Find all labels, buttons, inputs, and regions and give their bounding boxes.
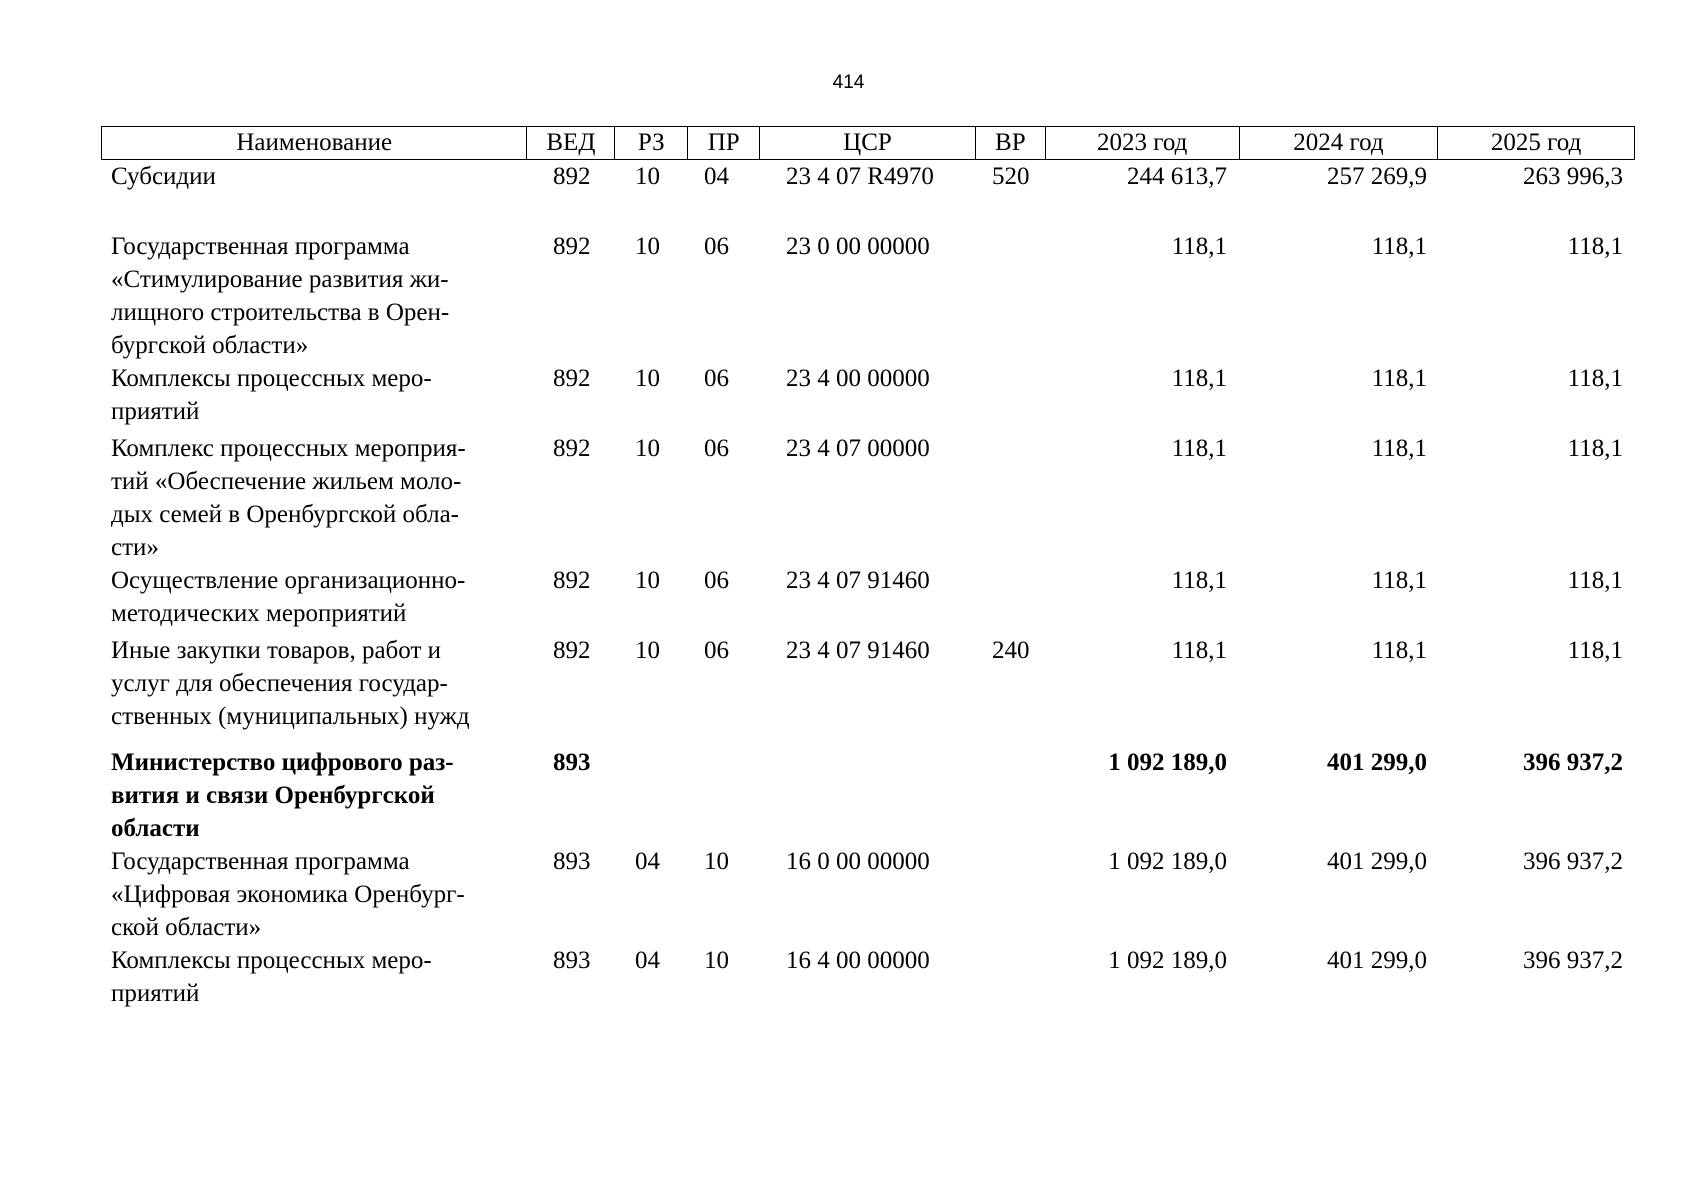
- ved-cell: 892: [553, 365, 591, 392]
- table-row: [101, 432, 1635, 564]
- value-2024-cell: 118,1: [1371, 567, 1427, 594]
- value-2023-cell: 1 092 189,0: [1108, 947, 1227, 974]
- table-row: [101, 230, 1635, 362]
- value-2024-cell: 401 299,0: [1327, 749, 1427, 776]
- csr-cell: [760, 746, 976, 845]
- ved-cell: 892: [553, 637, 591, 664]
- value-2023-cell: 118,1: [1171, 567, 1227, 594]
- name-line: бургской области»: [111, 332, 309, 359]
- csr-cell: 23 4 07 91460: [786, 567, 930, 594]
- vr-cell: [976, 230, 1046, 362]
- value-2023-cell: 244 613,7: [1127, 163, 1227, 190]
- name-line: Иные закупки товаров, работ и: [111, 637, 442, 664]
- name-line: сти»: [111, 534, 159, 561]
- vr-cell: [976, 944, 1046, 1010]
- name-line: приятий: [111, 980, 200, 1007]
- ved-cell: 892: [553, 233, 591, 260]
- table-header: [101, 126, 1635, 160]
- rz-cell: 10: [635, 567, 660, 594]
- name-line: области: [111, 815, 200, 842]
- ved-cell: 892: [553, 163, 591, 190]
- name-line: «Стимулирование развития жи-: [111, 266, 449, 293]
- name-line: Комплексы процессных меро-: [111, 365, 432, 392]
- ved-cell: 892: [553, 567, 591, 594]
- value-2025-cell: 118,1: [1567, 435, 1623, 462]
- ved-cell: 892: [553, 435, 591, 462]
- vr-cell: [976, 746, 1046, 845]
- pr-cell: 06: [704, 233, 729, 260]
- table-row: [101, 362, 1635, 428]
- rz-cell: 04: [635, 848, 660, 875]
- vr-cell: [976, 432, 1046, 564]
- value-2025-cell: 396 937,2: [1523, 749, 1623, 776]
- rz-cell: 04: [635, 947, 660, 974]
- name-cell: [101, 845, 527, 944]
- header-vr: ВР: [976, 127, 1046, 159]
- rz-cell: 10: [635, 233, 660, 260]
- ved-cell: 893: [553, 947, 591, 974]
- name-line: Субсидии: [111, 163, 216, 190]
- name-line: услуг для обеспечения государ-: [111, 670, 448, 697]
- pr-cell: 06: [704, 435, 729, 462]
- rz-cell: 10: [635, 163, 660, 190]
- csr-cell: 16 0 00 00000: [786, 848, 930, 875]
- pr-cell: [688, 746, 760, 845]
- vr-cell: 520: [992, 163, 1030, 190]
- name-line: Осуществление организационно-: [111, 567, 466, 594]
- value-2024-cell: 401 299,0: [1327, 947, 1427, 974]
- rz-cell: 10: [635, 365, 660, 392]
- rz-cell: 10: [635, 637, 660, 664]
- name-line: Комплекс процессных мероприя-: [111, 435, 466, 462]
- table-row: [101, 634, 1635, 733]
- name-line: приятий: [111, 398, 200, 425]
- value-2024-cell: 118,1: [1371, 637, 1427, 664]
- value-2025-cell: 118,1: [1567, 365, 1623, 392]
- name-line: методических мероприятий: [111, 600, 407, 627]
- table-body: [101, 160, 1635, 1010]
- value-2025-cell: 396 937,2: [1523, 947, 1623, 974]
- value-2025-cell: 118,1: [1567, 233, 1623, 260]
- name-line: Государственная программа: [111, 848, 410, 875]
- pr-cell: 06: [704, 637, 729, 664]
- value-2023-cell: 118,1: [1171, 365, 1227, 392]
- value-2023-cell: 118,1: [1171, 637, 1227, 664]
- value-2025-cell: 118,1: [1567, 567, 1623, 594]
- vr-cell: [976, 362, 1046, 428]
- name-line: «Цифровая экономика Оренбург-: [111, 881, 465, 908]
- value-2023-cell: 1 092 189,0: [1108, 848, 1227, 875]
- header-2024: 2024 год: [1240, 127, 1439, 159]
- header-rz: РЗ: [615, 127, 688, 159]
- vr-cell: 240: [992, 637, 1030, 664]
- csr-cell: 16 4 00 00000: [786, 947, 930, 974]
- value-2025-cell: 118,1: [1567, 637, 1623, 664]
- vr-cell: [976, 845, 1046, 944]
- rz-cell: 10: [635, 435, 660, 462]
- header-pr: ПР: [688, 127, 760, 159]
- name-line: ской области»: [111, 914, 262, 941]
- name-cell: [101, 746, 527, 845]
- ved-cell: 893: [553, 848, 591, 875]
- value-2024-cell: 257 269,9: [1327, 163, 1427, 190]
- value-2024-cell: 118,1: [1371, 233, 1427, 260]
- value-2025-cell: 396 937,2: [1523, 848, 1623, 875]
- value-2025-cell: 263 996,3: [1523, 163, 1623, 190]
- page-number: 414: [832, 72, 865, 93]
- table-row: [101, 944, 1635, 1010]
- pr-cell: 10: [704, 947, 729, 974]
- name-line: Министерство цифрового раз-: [111, 749, 454, 776]
- csr-cell: 23 4 07 R4970: [786, 163, 934, 190]
- header-name: Наименование: [102, 127, 527, 159]
- pr-cell: 06: [704, 567, 729, 594]
- csr-cell: 23 4 00 00000: [786, 365, 930, 392]
- pr-cell: 04: [704, 163, 729, 190]
- name-cell: [101, 362, 527, 428]
- table-row: [101, 845, 1635, 944]
- name-line: Комплексы процессных меро-: [111, 947, 432, 974]
- name-cell: [101, 432, 527, 564]
- header-csr: ЦСР: [760, 127, 976, 159]
- ved-cell: 893: [553, 749, 591, 776]
- table-row: [101, 564, 1635, 630]
- name-line: тий «Обеспечение жильем моло-: [111, 468, 462, 495]
- rz-cell: [615, 746, 688, 845]
- pr-cell: 10: [704, 848, 729, 875]
- header-ved: ВЕД: [527, 127, 615, 159]
- value-2024-cell: 401 299,0: [1327, 848, 1427, 875]
- name-line: дых семей в Оренбургской обла-: [111, 501, 460, 528]
- vr-cell: [976, 564, 1046, 630]
- name-cell: [101, 564, 527, 630]
- value-2023-cell: 118,1: [1171, 435, 1227, 462]
- name-cell: [101, 634, 527, 733]
- value-2023-cell: 1 092 189,0: [1108, 749, 1227, 776]
- csr-cell: 23 4 07 00000: [786, 435, 930, 462]
- name-cell: [101, 160, 527, 193]
- name-cell: [101, 944, 527, 1010]
- name-line: вития и связи Оренбургской: [111, 782, 435, 809]
- name-cell: [101, 230, 527, 362]
- csr-cell: 23 4 07 91460: [786, 637, 930, 664]
- value-2024-cell: 118,1: [1371, 365, 1427, 392]
- name-line: Государственная программа: [111, 233, 410, 260]
- csr-cell: 23 0 00 00000: [786, 233, 930, 260]
- value-2024-cell: 118,1: [1371, 435, 1427, 462]
- name-line: ственных (муниципальных) нужд: [111, 703, 470, 730]
- pr-cell: 06: [704, 365, 729, 392]
- table-row: [101, 746, 1635, 845]
- header-2023: 2023 год: [1046, 127, 1240, 159]
- name-line: лищного строительства в Орен-: [111, 299, 450, 326]
- table-row: [101, 160, 1635, 193]
- value-2023-cell: 118,1: [1171, 233, 1227, 260]
- header-2025: 2025 год: [1490, 129, 1582, 156]
